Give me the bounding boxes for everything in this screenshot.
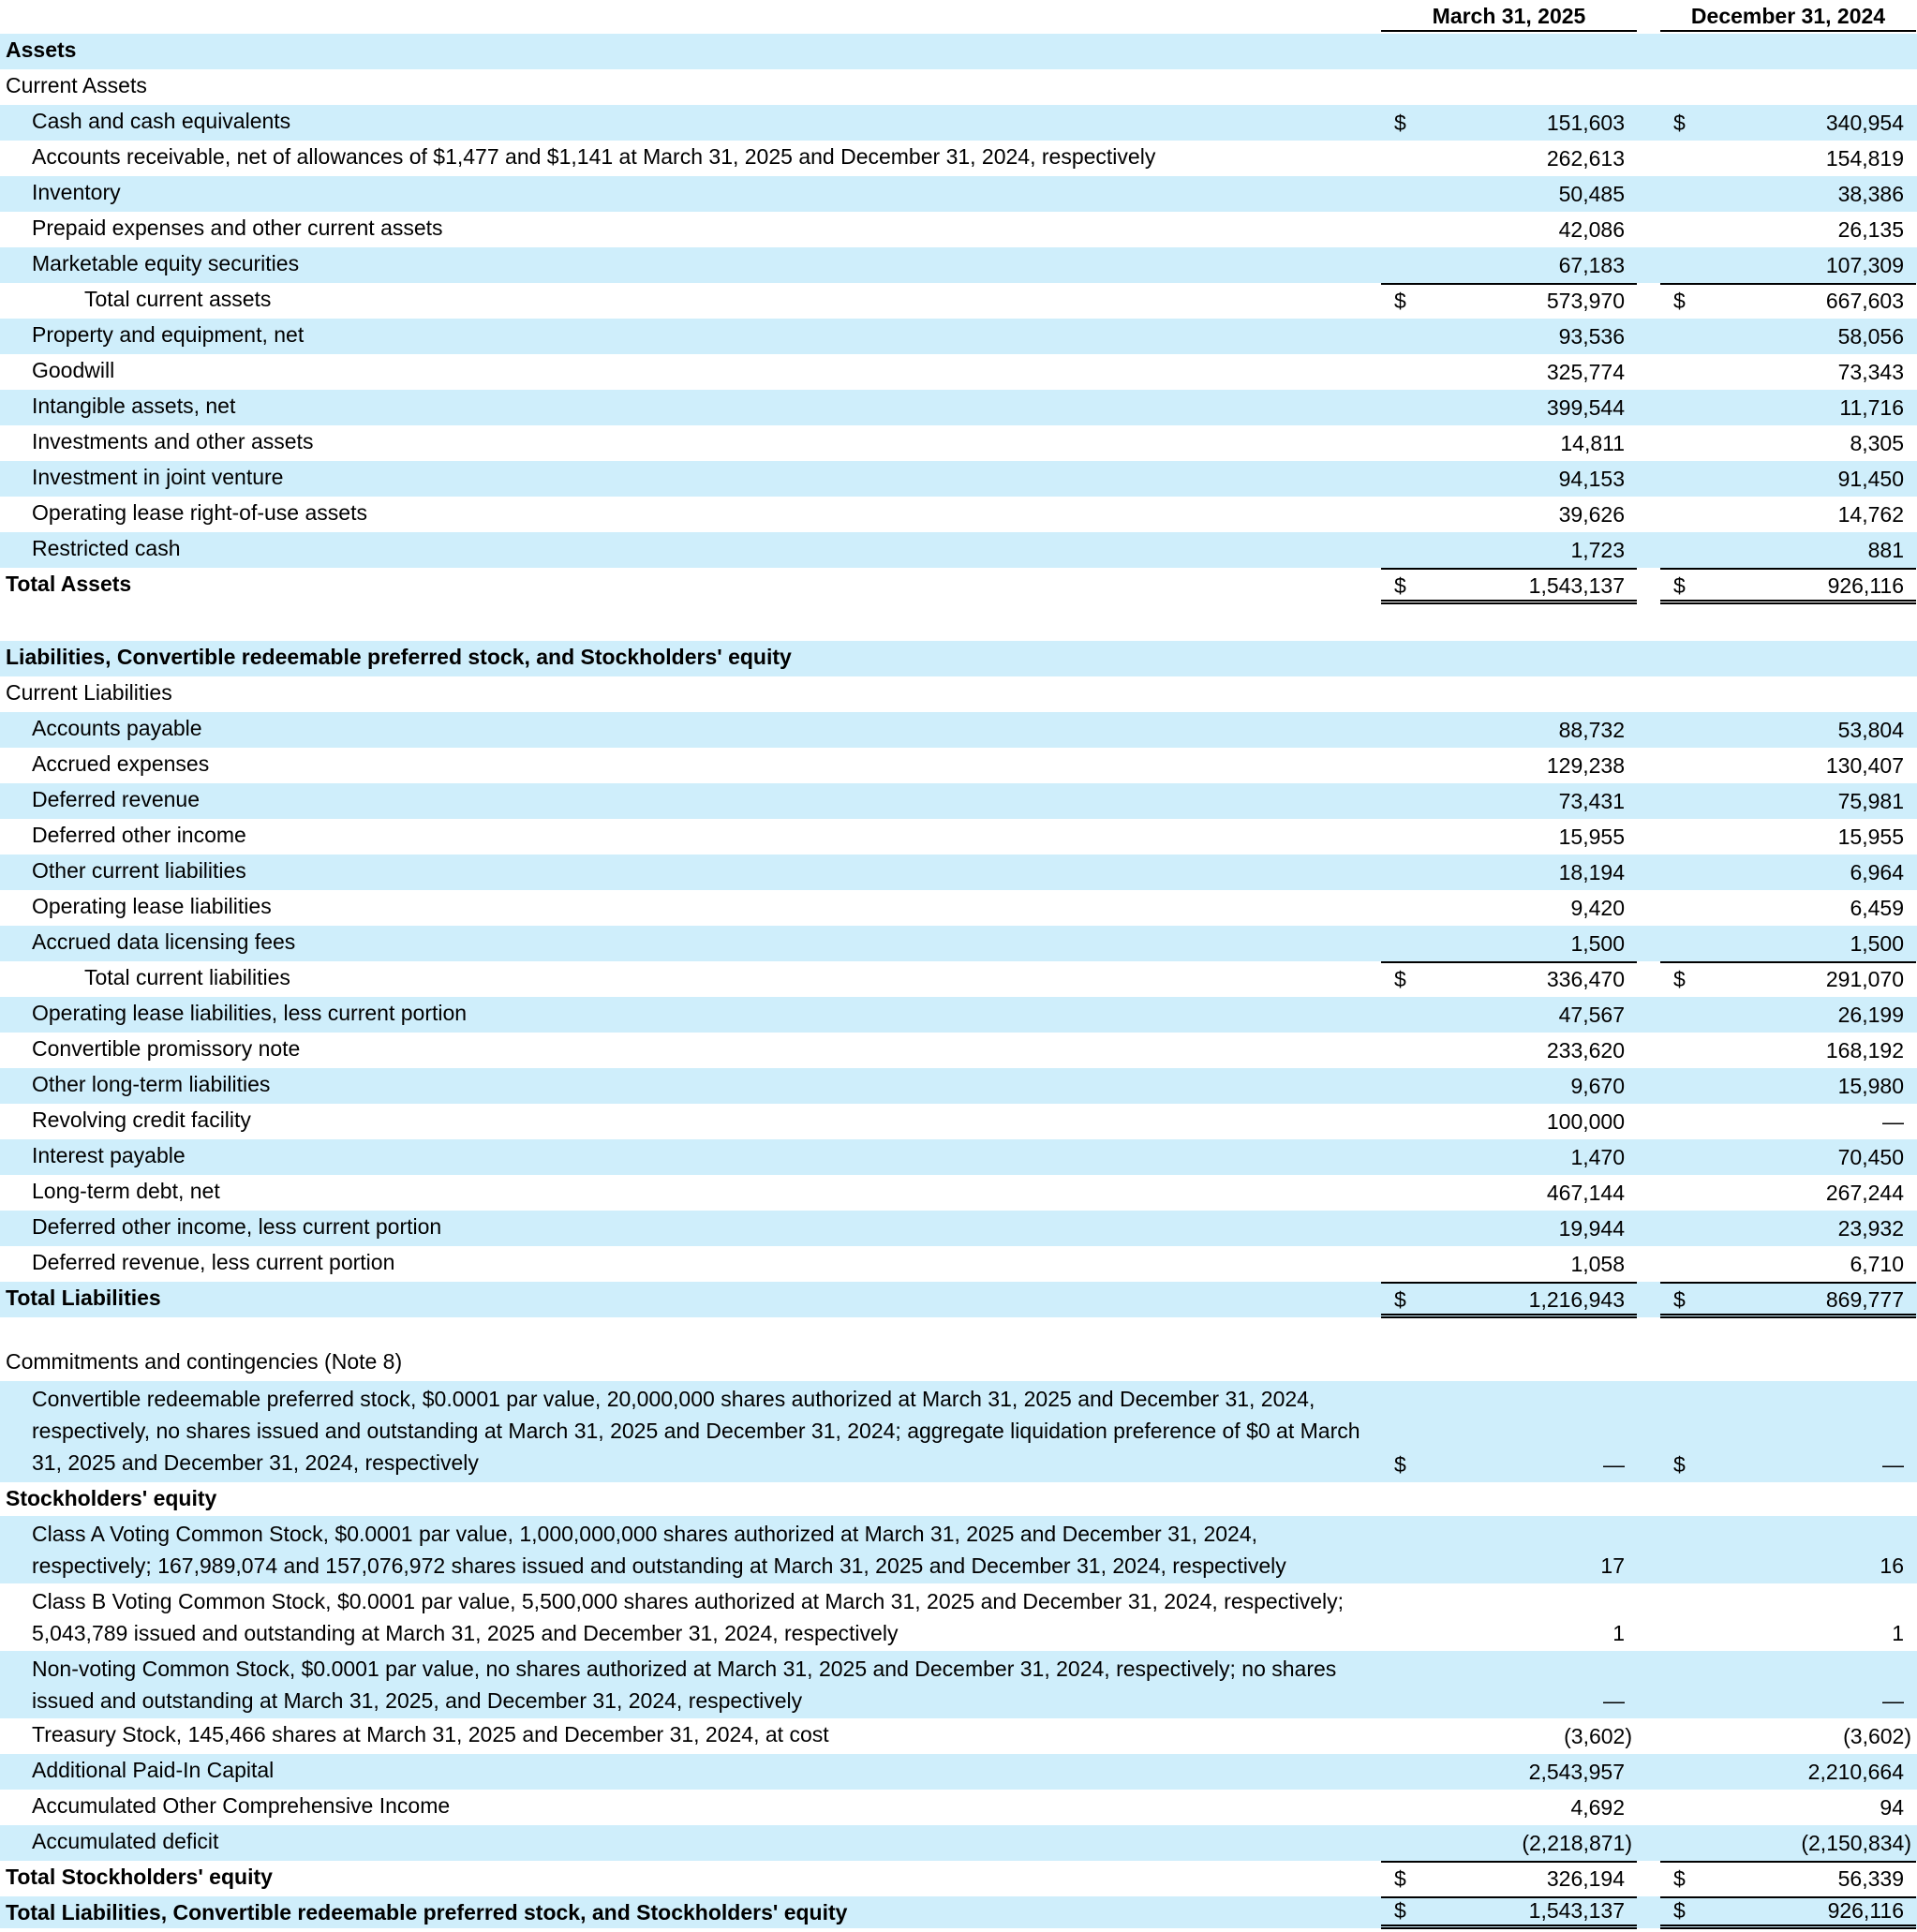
table-row [0, 676, 1917, 712]
row-label: Total Liabilities [6, 1286, 161, 1310]
value-december-2024: 58,056 [1837, 324, 1904, 349]
spacer-row [0, 1317, 1917, 1345]
value-march-2025: 19,944 [1558, 1216, 1625, 1241]
table-row [0, 1825, 1917, 1861]
value-december-2024: 56,339 [1837, 1866, 1904, 1891]
table-row [0, 855, 1917, 890]
value-march-2025: 67,183 [1558, 253, 1625, 277]
value-march-2025: 151,603 [1546, 111, 1625, 135]
value-march-2025: 42,086 [1558, 217, 1625, 242]
currency-symbol: $ [1673, 111, 1686, 135]
table-row [0, 1583, 1917, 1651]
value-march-2025: 326,194 [1546, 1866, 1625, 1891]
value-march-2025: 18,194 [1558, 860, 1625, 884]
subtotal-rule [1660, 1282, 1916, 1284]
value-december-2024: 267,244 [1825, 1181, 1904, 1205]
value-march-2025: 325,774 [1546, 360, 1625, 384]
row-label: Total Assets [6, 572, 132, 596]
table-row [0, 1211, 1917, 1246]
currency-symbol: $ [1394, 1287, 1406, 1312]
value-march-2025: 467,144 [1546, 1181, 1625, 1205]
value-march-2025: 399,544 [1546, 395, 1625, 420]
subtotal-rule [1381, 1282, 1637, 1284]
table-row [0, 497, 1917, 532]
row-label: Additional Paid-In Capital [32, 1758, 275, 1782]
table-row [0, 783, 1917, 819]
row-label: Goodwill [32, 358, 115, 382]
value-march-2025: 9,670 [1570, 1074, 1625, 1098]
subtotal-rule [1660, 568, 1916, 570]
row-label: Accounts receivable, net of allowances of $1,477 and $1,141 at March 31, 2025 and December 31, 2024, respectively [32, 144, 1156, 169]
currency-symbol: $ [1673, 573, 1686, 598]
value-march-2025: 1,470 [1570, 1145, 1625, 1169]
subtotal-rule [1381, 1861, 1637, 1863]
table-row [0, 1345, 1917, 1381]
row-label: Other long-term liabilities [32, 1072, 271, 1096]
currency-symbol: $ [1673, 289, 1686, 313]
table-row [0, 319, 1917, 354]
table-row [0, 176, 1917, 212]
row-label: Class B Voting Common Stock, $0.0001 par value, 5,500,000 shares authorized at March 31, 2025 and December 31, 2024, respectively; 5,043,789 issued and outstanding at March 31, 2025 and December 31, 2024, respectively [32, 1589, 1344, 1645]
value-march-2025: 14,811 [1560, 431, 1625, 455]
table-row [0, 641, 1917, 676]
value-march-2025: 1,500 [1570, 931, 1625, 956]
currency-symbol: $ [1673, 1452, 1686, 1477]
currency-symbol: $ [1673, 1898, 1686, 1923]
row-label: Investments and other assets [32, 429, 314, 453]
currency-symbol: $ [1394, 289, 1406, 313]
value-march-2025: 94,153 [1558, 467, 1625, 491]
row-label: Accrued expenses [32, 751, 210, 776]
row-label: Accounts payable [32, 716, 202, 740]
value-december-2024: 14,762 [1837, 502, 1904, 527]
table-row [0, 105, 1917, 141]
value-march-2025: 15,955 [1558, 825, 1625, 849]
row-label: Restricted cash [32, 536, 181, 560]
row-label: Stockholders' equity [6, 1486, 217, 1510]
column-header-march-2025: March 31, 2025 [1381, 4, 1637, 32]
row-label: Current Assets [6, 73, 147, 97]
row-label: Revolving credit facility [32, 1107, 251, 1132]
table-row [0, 212, 1917, 247]
value-december-2024: 1,500 [1850, 931, 1904, 956]
value-december-2024: 23,932 [1837, 1216, 1904, 1241]
value-december-2024: 8,305 [1850, 431, 1904, 455]
subtotal-rule [1660, 283, 1916, 285]
value-march-2025: — [1603, 1452, 1625, 1477]
row-label: Total current liabilities [84, 965, 290, 989]
row-label: Other current liabilities [32, 858, 246, 883]
value-march-2025: 100,000 [1546, 1109, 1625, 1134]
table-row [0, 532, 1917, 568]
value-march-2025: 1 [1612, 1621, 1625, 1645]
value-march-2025: 573,970 [1546, 289, 1625, 313]
table-row [0, 1482, 1917, 1516]
value-december-2024: 6,710 [1850, 1252, 1904, 1276]
row-label: Liabilities, Convertible redeemable preferred stock, and Stockholders' equity [6, 645, 792, 669]
value-march-2025: 4,692 [1570, 1795, 1625, 1820]
row-label: Total Stockholders' equity [6, 1865, 273, 1889]
currency-symbol: $ [1394, 573, 1406, 598]
table-row [0, 1175, 1917, 1211]
value-december-2024: 6,964 [1850, 860, 1904, 884]
table-row [0, 997, 1917, 1033]
currency-symbol: $ [1394, 967, 1406, 991]
row-label: Property and equipment, net [32, 322, 305, 347]
value-march-2025: 1,058 [1570, 1252, 1625, 1276]
table-row [0, 1651, 1917, 1718]
value-december-2024: 11,716 [1839, 395, 1904, 420]
table-row [0, 1790, 1917, 1825]
table-row [0, 1282, 1917, 1317]
row-label: Total current assets [84, 287, 272, 311]
column-header-december-2024: December 31, 2024 [1660, 4, 1916, 32]
row-label: Operating lease right-of-use assets [32, 500, 367, 525]
table-row [0, 1718, 1917, 1754]
row-label: Commitments and contingencies (Note 8) [6, 1349, 403, 1374]
table-row [0, 1139, 1917, 1175]
table-row [0, 390, 1917, 425]
currency-symbol: $ [1673, 1287, 1686, 1312]
value-december-2024: 53,804 [1837, 718, 1904, 742]
value-december-2024: — [1882, 1452, 1904, 1477]
table-row [0, 712, 1917, 748]
value-december-2024: 6,459 [1850, 896, 1904, 920]
table-row [0, 461, 1917, 497]
row-label: Deferred other income [32, 823, 246, 847]
table-row [0, 1861, 1917, 1896]
currency-symbol: $ [1394, 1452, 1406, 1477]
row-label: Operating lease liabilities [32, 894, 272, 918]
value-december-2024: — [1882, 1109, 1904, 1134]
row-label: Inventory [32, 180, 121, 204]
subtotal-rule [1381, 1896, 1637, 1898]
table-row [0, 1896, 1917, 1928]
value-december-2024: (2,150,834) [1801, 1831, 1911, 1855]
row-label: Interest payable [32, 1143, 186, 1167]
row-label: Intangible assets, net [32, 394, 236, 418]
value-december-2024: 2,210,664 [1807, 1760, 1904, 1784]
currency-symbol: $ [1394, 111, 1406, 135]
value-march-2025: 1,723 [1570, 538, 1625, 562]
value-march-2025: 50,485 [1558, 182, 1625, 206]
value-december-2024: 107,309 [1825, 253, 1904, 277]
value-december-2024: (3,602) [1843, 1724, 1911, 1748]
row-label: Investment in joint venture [32, 465, 284, 489]
value-march-2025: 336,470 [1546, 967, 1625, 991]
value-december-2024: 154,819 [1825, 146, 1904, 171]
table-row [0, 1754, 1917, 1790]
value-march-2025: (2,218,871) [1522, 1831, 1632, 1855]
value-march-2025: 88,732 [1558, 718, 1625, 742]
value-december-2024: 926,116 [1827, 1898, 1904, 1923]
value-march-2025: 93,536 [1558, 324, 1625, 349]
row-label: Long-term debt, net [32, 1179, 220, 1203]
value-december-2024: 869,777 [1825, 1287, 1904, 1312]
row-label: Accrued data licensing fees [32, 929, 296, 954]
row-label: Assets [6, 37, 77, 62]
table-row [0, 34, 1917, 69]
value-december-2024: 881 [1867, 538, 1904, 562]
value-december-2024: 38,386 [1837, 182, 1904, 206]
value-december-2024: 168,192 [1825, 1038, 1904, 1063]
value-december-2024: 73,343 [1837, 360, 1904, 384]
row-label: Current Liabilities [6, 680, 172, 705]
value-december-2024: 340,954 [1825, 111, 1904, 135]
table-row [0, 961, 1917, 997]
row-label: Deferred revenue, less current portion [32, 1250, 395, 1274]
subtotal-rule [1381, 961, 1637, 963]
value-december-2024: 16 [1880, 1553, 1904, 1578]
table-row [0, 1068, 1917, 1104]
row-label: Deferred revenue [32, 787, 200, 811]
value-december-2024: 15,955 [1837, 825, 1904, 849]
value-march-2025: — [1603, 1688, 1625, 1713]
subtotal-rule [1660, 1861, 1916, 1863]
table-row [0, 1033, 1917, 1068]
table-row [0, 69, 1917, 105]
row-label: Non-voting Common Stock, $0.0001 par value, no shares authorized at March 31, 2025 and December 31, 2024, respectively; no shares issued and outstanding at March 31, 2025, and December 31, 2024, respectively [32, 1657, 1337, 1713]
row-label: Convertible promissory note [32, 1036, 301, 1061]
currency-symbol: $ [1673, 967, 1686, 991]
value-march-2025: 1,543,137 [1528, 573, 1625, 598]
value-march-2025: 17 [1600, 1553, 1625, 1578]
table-row [0, 141, 1917, 176]
currency-symbol: $ [1394, 1898, 1406, 1923]
value-march-2025: 129,238 [1546, 753, 1625, 778]
row-label: Accumulated deficit [32, 1829, 219, 1853]
value-march-2025: (3,602) [1564, 1724, 1632, 1748]
total-double-rule [1381, 1921, 1637, 1929]
currency-symbol: $ [1673, 1866, 1686, 1891]
value-december-2024: 91,450 [1837, 467, 1904, 491]
table-row [0, 1104, 1917, 1139]
subtotal-rule [1381, 283, 1637, 285]
row-label: Operating lease liabilities, less current portion [32, 1001, 468, 1025]
value-march-2025: 2,543,957 [1528, 1760, 1625, 1784]
table-row [0, 247, 1917, 283]
value-december-2024: 75,981 [1837, 789, 1904, 813]
row-label: Total Liabilities, Convertible redeemable preferred stock, and Stockholders' equity [6, 1900, 848, 1925]
row-label: Treasury Stock, 145,466 shares at March 31, 2025 and December 31, 2024, at cost [32, 1722, 829, 1746]
row-label: Convertible redeemable preferred stock, $0.0001 par value, 20,000,000 shares authorized at March 31, 2025 and December 31, 2024, respectively, no shares issued and outstanding at March 31, 2025 and December 31, 2024; aggregate liquidation preference of $0 at March 31, 2025 and December 31, 2024, respectively [32, 1387, 1360, 1475]
table-row [0, 1381, 1917, 1482]
row-label: Prepaid expenses and other current assets [32, 215, 443, 240]
value-december-2024: 1 [1892, 1621, 1904, 1645]
total-double-rule [1660, 1921, 1916, 1929]
table-row [0, 926, 1917, 961]
subtotal-rule [1381, 568, 1637, 570]
spacer-row [0, 603, 1917, 641]
subtotal-rule [1660, 1896, 1916, 1898]
value-march-2025: 73,431 [1558, 789, 1625, 813]
value-march-2025: 1,216,943 [1528, 1287, 1625, 1312]
table-row [0, 283, 1917, 319]
value-december-2024: 26,199 [1837, 1003, 1904, 1027]
value-march-2025: 9,420 [1570, 896, 1625, 920]
table-row [0, 748, 1917, 783]
statement-rows [0, 34, 1917, 1928]
value-december-2024: 926,116 [1827, 573, 1904, 598]
subtotal-rule [1660, 961, 1916, 963]
table-row [0, 890, 1917, 926]
value-december-2024: 70,450 [1837, 1145, 1904, 1169]
value-march-2025: 233,620 [1546, 1038, 1625, 1063]
value-march-2025: 1,543,137 [1528, 1898, 1625, 1923]
table-row [0, 568, 1917, 603]
table-row [0, 1246, 1917, 1282]
row-label: Class A Voting Common Stock, $0.0001 par value, 1,000,000,000 shares authorized at March 31, 2025 and December 31, 2024, respectively; 167,989,074 and 157,076,972 shares issued and outstanding at March 31, 2025 and December 31, 2024, respectively [32, 1522, 1286, 1578]
value-december-2024: 94 [1880, 1795, 1904, 1820]
value-december-2024: 130,407 [1825, 753, 1904, 778]
row-label: Cash and cash equivalents [32, 109, 291, 133]
row-label: Deferred other income, less current portion [32, 1214, 442, 1239]
table-row [0, 425, 1917, 461]
currency-symbol: $ [1394, 1866, 1406, 1891]
value-march-2025: 47,567 [1558, 1003, 1625, 1027]
value-march-2025: 262,613 [1546, 146, 1625, 171]
value-december-2024: 291,070 [1825, 967, 1904, 991]
table-row [0, 1516, 1917, 1583]
value-march-2025: 39,626 [1558, 502, 1625, 527]
table-row [0, 354, 1917, 390]
row-label: Accumulated Other Comprehensive Income [32, 1793, 451, 1818]
value-december-2024: 667,603 [1825, 289, 1904, 313]
column-header-row [0, 0, 1917, 34]
table-row [0, 819, 1917, 855]
value-december-2024: — [1882, 1688, 1904, 1713]
row-label: Marketable equity securities [32, 251, 300, 275]
value-december-2024: 15,980 [1837, 1074, 1904, 1098]
value-december-2024: 26,135 [1837, 217, 1904, 242]
